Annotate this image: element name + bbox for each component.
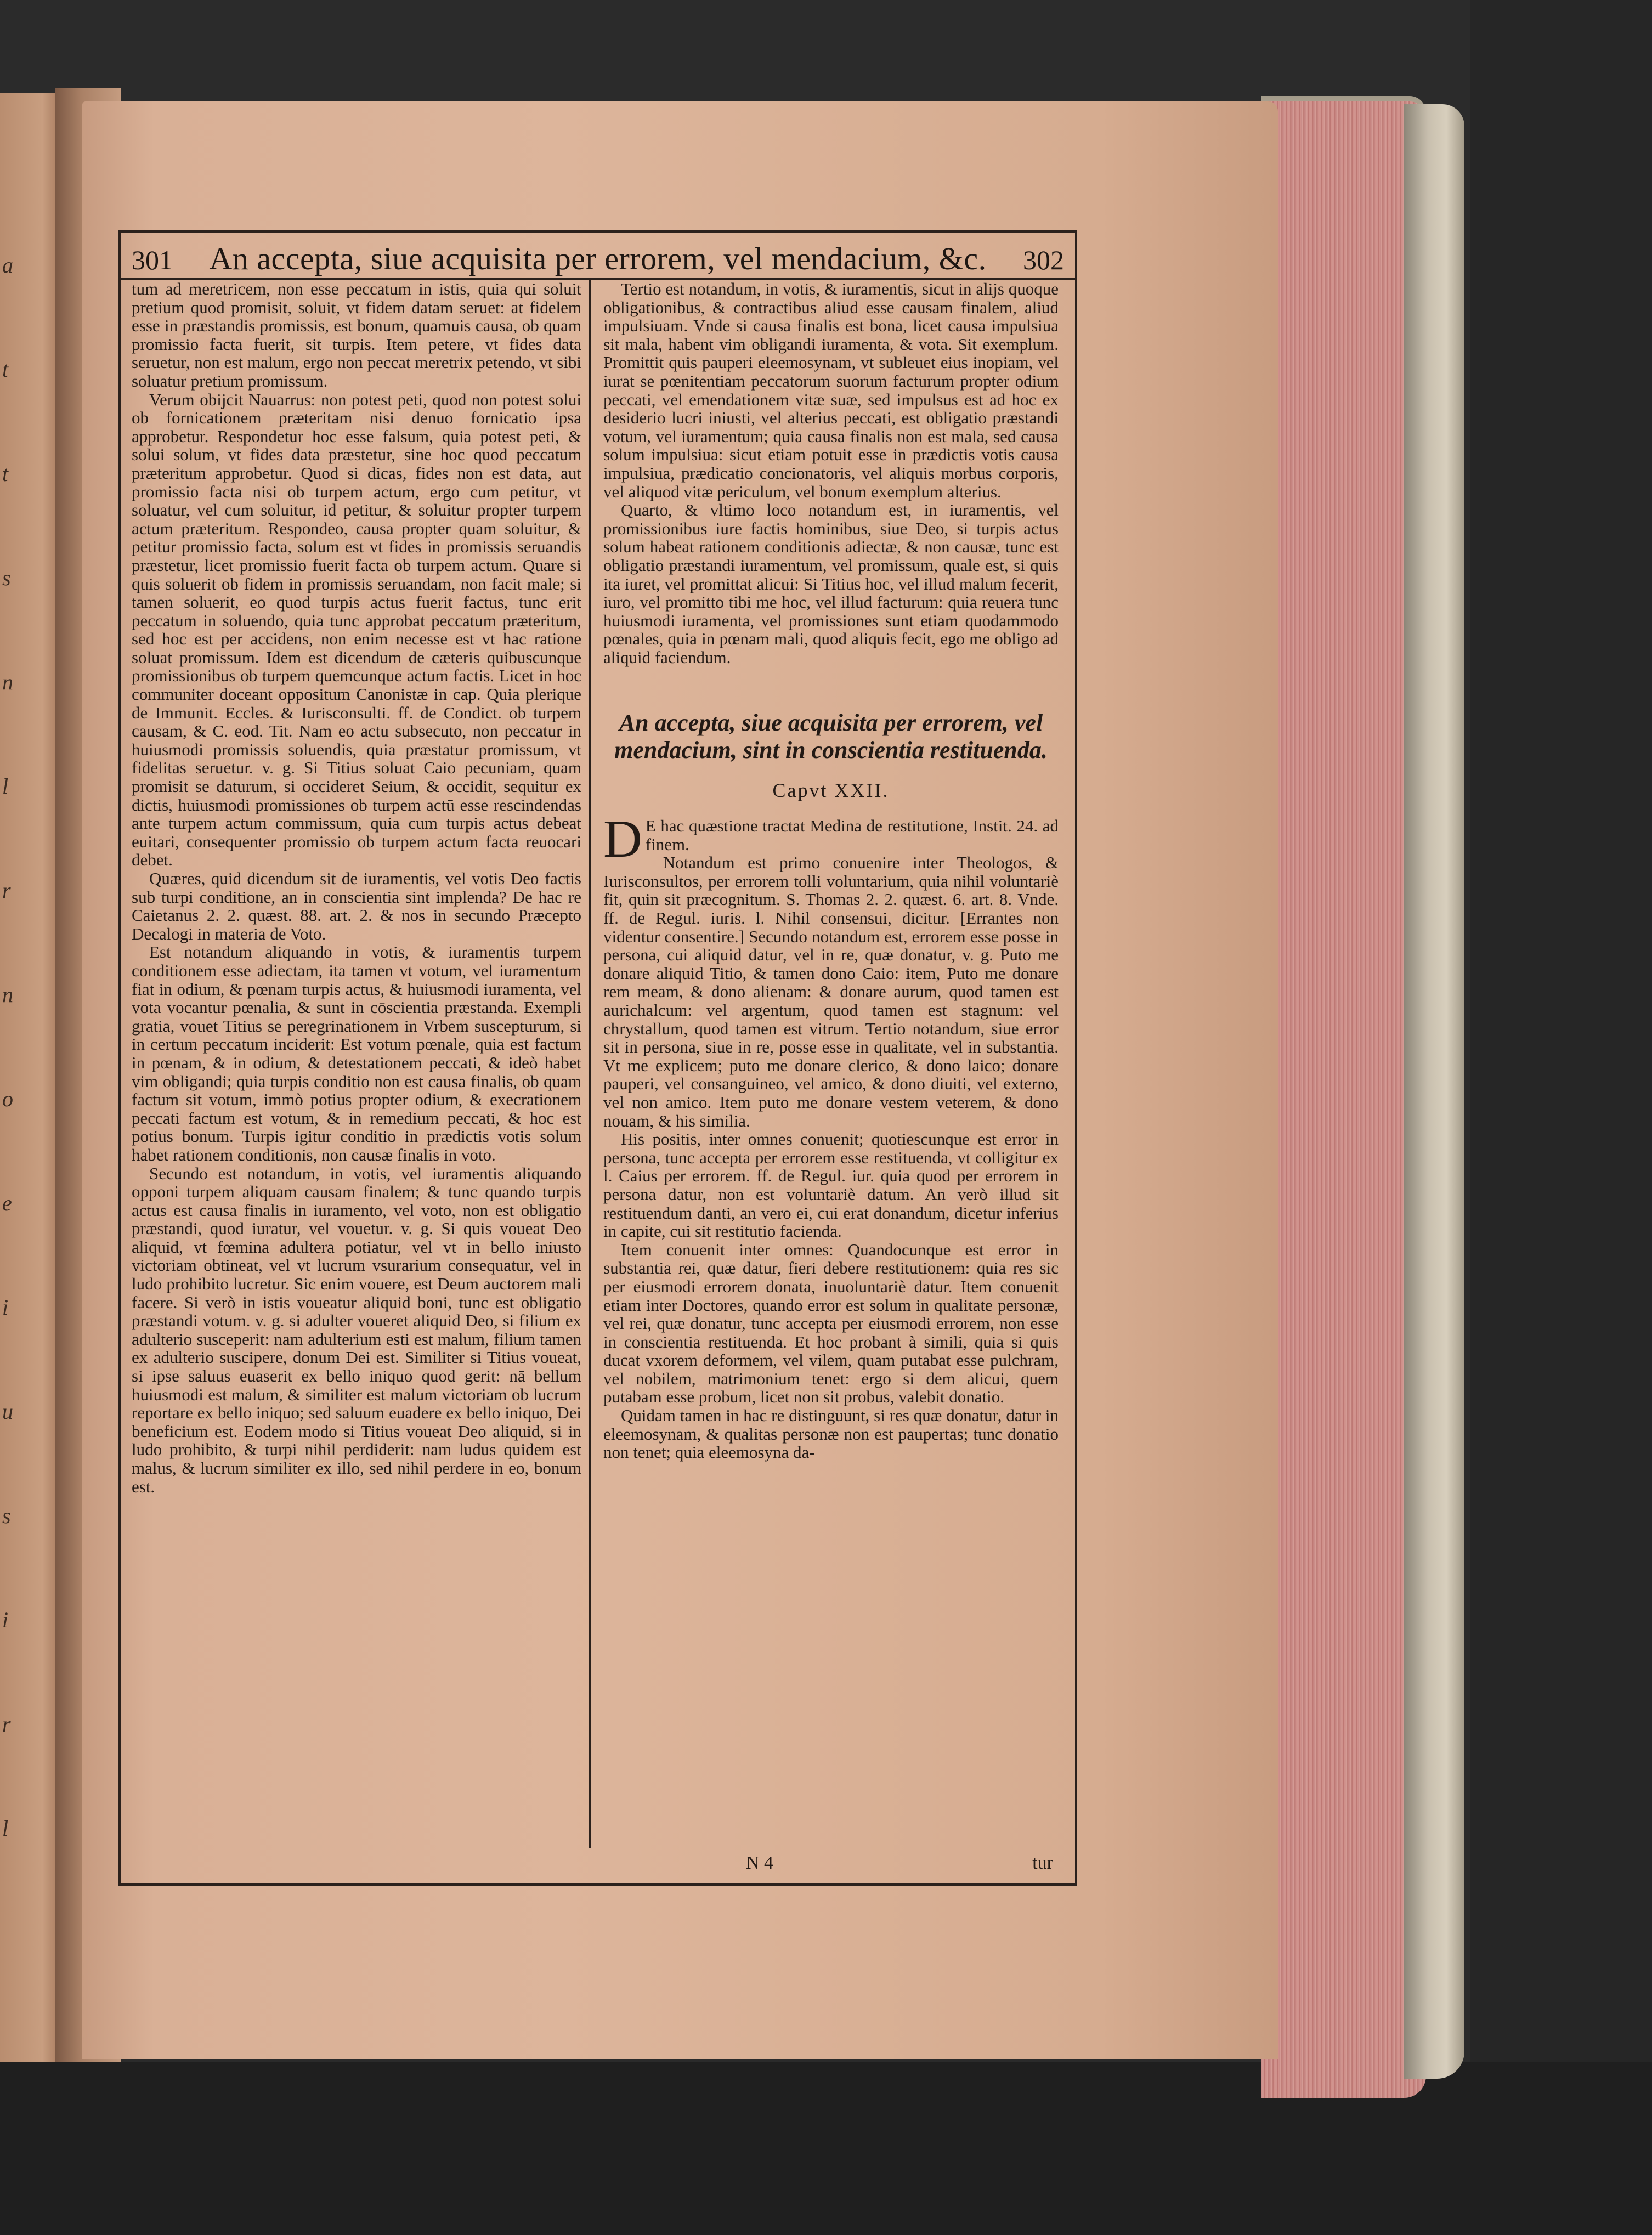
margin-letter: s bbox=[2, 565, 11, 590]
margin-letter: n bbox=[2, 982, 13, 1007]
paragraph: Notandum est primo conuenire inter Theologos, & Iurisconsultos, per errorem tolli voluntarium, quia nihil voluntariè fit, quin sit præcognitum. S. Thomas 2. 2. quæst. 6. art. 8. Vnde. ff. de Regul. iuris. l. Nihil consensui, dicitur. [Errantes non videntur consentire.] Secundo notandum est, errorem esse posse in persona, cui aliquid datur, vel in re, quæ donatur, v. g. Puto me donare aliquid Titio, & tamen dono Caio: item, Puto me donare rem meam, & dono alienam: & donare aurum, quod tamen est aurichalcum: vel argentum, quod tamen est stagnum: vel chrystallum, quod tamen est vitrum. Tertio notandum, siue error sit in persona, siue in re, posse esse in qualitate, vel in substantia. Vt me explicem; puto me donare clerico, & dono laico; donare pauperi, vel consanguineo, vel amico, & dono diuiti, vel externo, vel non amico. Item puto me donare vestem veterem, & dono nouam, & his similia. bbox=[603, 853, 1059, 1130]
chapter-label: Capvt XXII. bbox=[772, 779, 890, 802]
margin-letter: r bbox=[2, 878, 11, 903]
scanner-background bbox=[1470, 0, 1652, 2235]
paragraph: His positis, inter omnes conuenit; quotiescunque est error in persona, tunc accepta per errorem esse restituenda, vt colligitur ex l. Caius per errorem. ff. de Regul. iur. quia quod per errorem in persona datur, non est voluntariè datum. An verò illud sit restituendum danti, an vero ei, cui erat donandum, dicetur inferius in capite, cui sit restitutio facienda. bbox=[603, 1129, 1059, 1241]
margin-letter: u bbox=[2, 1399, 13, 1424]
margin-letter: l bbox=[2, 774, 9, 799]
chapter-title: An accepta, siue acquisita per errorem, vel mendacium, sint in conscientia restituenda. bbox=[614, 709, 1048, 764]
margin-letter: a bbox=[2, 253, 13, 278]
running-header bbox=[132, 240, 1064, 279]
margin-letter: s bbox=[2, 1503, 11, 1528]
margin-letter: t bbox=[2, 461, 9, 486]
paragraph: Est notandum aliquando in votis, & iuramentis turpem conditionem esse adiectam, ita tamen vt votum, vel iuramentum fiat in odium, & pœnam turpis actus, & huiusmodi iuramenta, vel vota vocantur pœnalia, & sunt in cōscientia præstanda. Exempli gratia, vouet Titius se peregrinationem in Vrbem suscepturum, si in certum peccatum inciderit: Est votum pœnale, quia est factum in pœnam, & in odium, & detestationem peccati, & ideò habet vim obligandi; quia turpis conditio non est causa finalis, ob quam factum sit votum, immò potius propter odium, & execrationem peccati factum est votum, & in remedium peccati, & hoc est potius bonum. Turpis igitur conditio in prædictis votis solum habet rationem conditionis, non causæ finalis in voto. bbox=[132, 942, 581, 1164]
chapter-first-paragraph bbox=[603, 810, 1059, 869]
paragraph: tum ad meretricem, non esse peccatum in istis, quia qui soluit pretium quod promisit, soluit, vt fidem datam seruet: at fidelem esse in præstandis promissis, est bonum, quamuis causa, ob quam promissio facta fuerit, sit turpis. Item petere, vt fides data seruetur, non est malum, ergo non peccat meretrix petendo, vt sibi soluatur pretium promissum. bbox=[132, 280, 581, 391]
paragraph: Verum obijcit Nauarrus: non potest peti, quod non potest solui ob fornicationem præteritam nisi denuo fornicatio ipsa approbetur. Respondetur hoc esse falsum, quia potest peti, & solui solum, vt fides data præstetur, sine hoc quod peccatum præteritum approbetur. Quod si dicas, fides non est data, aut promissio facta nisi ob turpem actum, ergo cum petitur, vt soluatur, vel cum soluitur, id petitur, & soluitur propter turpem actum præteritum. Respondeo, causa propter quam soluitur, & petitur promissio facta, solum est vt fides in promissis seruandis præstetur, licet promissio fuerit facta ob turpem actum. Quare si quis soluerit ob fidem in promissis seruandam, non facit male; si tamen soluerit, eo quod turpis actus fuerit factus, tunc erit peccatum in soluendo, quia tunc approbat peccatum præteritum, sed hoc est per accidens, non enim necesse est vt hac ratione soluat promissum. Idem est dicendum de cæteris quibuscunque promissionibus ob turpem quemcunque actum factis. Licet in hoc communiter doceant oppositum Canonistæ in cap. Quia plerique de Immunit. Eccles. & Iurisconsulti. ff. de Condict. ob turpem causam, & C. eod. Tit. Nam eo actu subsecuto, non peccatur in huiusmodi promissis soluendis, quia præstatur promissum, vt fidelitas seruetur. v. g. Si Titius soluat Caio pecuniam, quam promisit se daturum, si occideret Seium, & occidit, sequitur ex dictis, huiusmodi promissiones ob turpem actū esse rescindendas ante turpem actum commissum, quia cum turpis actus debeat euitari, consequenter promissio ob turpem actum facta reuocari debet. bbox=[132, 389, 581, 870]
paragraph: Quæres, quid dicendum sit de iuramentis, vel votis Deo factis sub turpi conditione, an in conscientia sint implenda? De hac re Caietanus 2. 2. quæst. 88. art. 2. & nos in secundo Præcepto Decalogi in materia de Voto. bbox=[132, 869, 581, 943]
folio-right: 302 bbox=[1023, 245, 1064, 275]
facing-page-left bbox=[0, 93, 60, 2062]
margin-letter: i bbox=[2, 1608, 9, 1632]
signature-line bbox=[614, 1853, 1053, 1876]
first-paragraph-text: E hac quæstione tractat Medina de restitutione, Instit. 24. ad finem. bbox=[645, 816, 1059, 854]
page-edges bbox=[1261, 101, 1426, 2098]
facing-page-margin-letters bbox=[0, 93, 15, 2062]
column-rule bbox=[589, 280, 591, 1848]
right-text-column bbox=[603, 280, 1059, 1854]
paragraph: Quidam tamen in hac re distinguunt, si res quæ donatur, datur in eleemosynam, & qualitas personæ non est paupertas; tunc donatio non tenet; quia eleemosyna da- bbox=[603, 1406, 1059, 1462]
folio-left: 301 bbox=[132, 245, 173, 275]
margin-letter: t bbox=[2, 357, 9, 382]
paragraph: Tertio est notandum, in votis, & iuramentis, sicut in alijs quoque obligationibus, & contractibus aliud esse causam finalem, aliud impulsiuam. Vnde si causa finalis est bona, licet causa impulsiua sit mala, habent vim obligandi iuramenta, & vota. Sit exemplum. Promittit quis pauperi eleemosynam, vt subleuet eius inopiam, vel iurat se pœnitentiam peccatorum suorum facturum propter odium peccati, vel emendationem vitæ suæ, sed impulsus est ad hoc ex desiderio lucri iniusti, vel alterius peccati, est obligatio præstandi votum, vel iuramentum; quia causa finalis non est mala, sed causa solum impulsiua: sicut etiam potuit esse in prædictis votis causa impulsiua, prædicatio concionatoris, vel aliquis morbus corporis, vel aliquod vitæ periculum, vel bonum exemplum alterius. bbox=[603, 280, 1059, 501]
margin-letter: r bbox=[2, 1712, 11, 1736]
book-cover-edge bbox=[1404, 104, 1464, 2079]
running-head-title: An accepta, siue acquisita per errorem, vel mendacium, &c. bbox=[209, 241, 987, 276]
paragraph: Secundo est notandum, in votis, vel iuramentis aliquando opponi turpem aliquam causam finalem; & tunc quando turpis actus est causa finalis in iuramento, vel voto, non est obligatio præstandi, quod iuratur, vel vouetur. v. g. Si quis voueat Deo aliquid, vt fœmina adultera potiatur, vel vt in bello iniusto victoriam obtineat, vel vt lucrum vsurarium consequatur, vel in ludo prohibito lucretur. Sic enim vouere, est Deum auctorem mali facere. Si verò in istis voueatur aliquid boni, tunc est obligatio præstandi votum. v. g. si adulter voueret aliquid Deo, si filium ex adulterio susceperit: nam adulterium esti est malum, filium tamen ex adulterio suscipere, donum Dei est. Similiter si Titius voueat, si ipse saluus euaserit ex bello iniquo quod gerit: nā bellum huiusmodi est malum, & similiter est malum victoriam ob lucrum reportare ex bello iniquo; sed saluum euadere ex bello iniquo, Dei beneficium est. Eodem modo si Titius voueat Deo aliquid, si in ludo prohibito, & turpi nihil perdiderit: nam ludus quidem est malus, & lucrum similiter ex illo, sed nihil perdere in eo, bonum est. bbox=[132, 1163, 581, 1496]
margin-letter: e bbox=[2, 1191, 12, 1215]
margin-letter: n bbox=[2, 670, 13, 694]
drop-cap: D bbox=[603, 810, 642, 869]
margin-letter: i bbox=[2, 1295, 9, 1320]
signature-mark: N 4 bbox=[746, 1853, 774, 1873]
paragraph: Item conuenit inter omnes: Quandocunque est error in substantia rei, quæ datur, fieri debere restitutionem: quia res sic per eiusmodi errorem donata, inuoluntariè datur. Item conuenit etiam inter Doctores, quando error est solum in qualitate personæ, vel rei, quæ donatur, tunc accepta per eiusmodi errorem, non esse in conscientia restituenda. Et hoc probant à simili, quia si quis ducat vxorem deformem, vel vilem, quam putabat esse pulchram, vel nobilem, matrimonium tenet: ergo si dem alicui, quem putabam esse probum, licet non sit probus, valebit donatio. bbox=[603, 1240, 1059, 1407]
margin-letter: o bbox=[2, 1087, 13, 1111]
paragraph: Quarto, & vltimo loco notandum est, in iuramentis, vel promissionibus iure factis hominibus, siue Deo, si turpis actus solum habeat rationem conditionis adiectæ, & non causæ, tunc est obligatio præstandi iuramentum, vel promissum, quale est, si quis ita iuret, vel promittat alicui: Si Titius hoc, vel illud malum fecerit, iuro, vel promitto tibi me hoc, vel illud facturum: quia reuera tunc huiusmodi iuramenta, vel promissiones sunt etiam quodammodo pœnales, quia in pœnam mali, quod aliquis fecit, ego me obligo ad aliquid faciendum. bbox=[603, 500, 1059, 667]
margin-letter: l bbox=[2, 1816, 9, 1841]
catchword: tur bbox=[1032, 1853, 1053, 1873]
left-text-column bbox=[132, 280, 581, 1854]
